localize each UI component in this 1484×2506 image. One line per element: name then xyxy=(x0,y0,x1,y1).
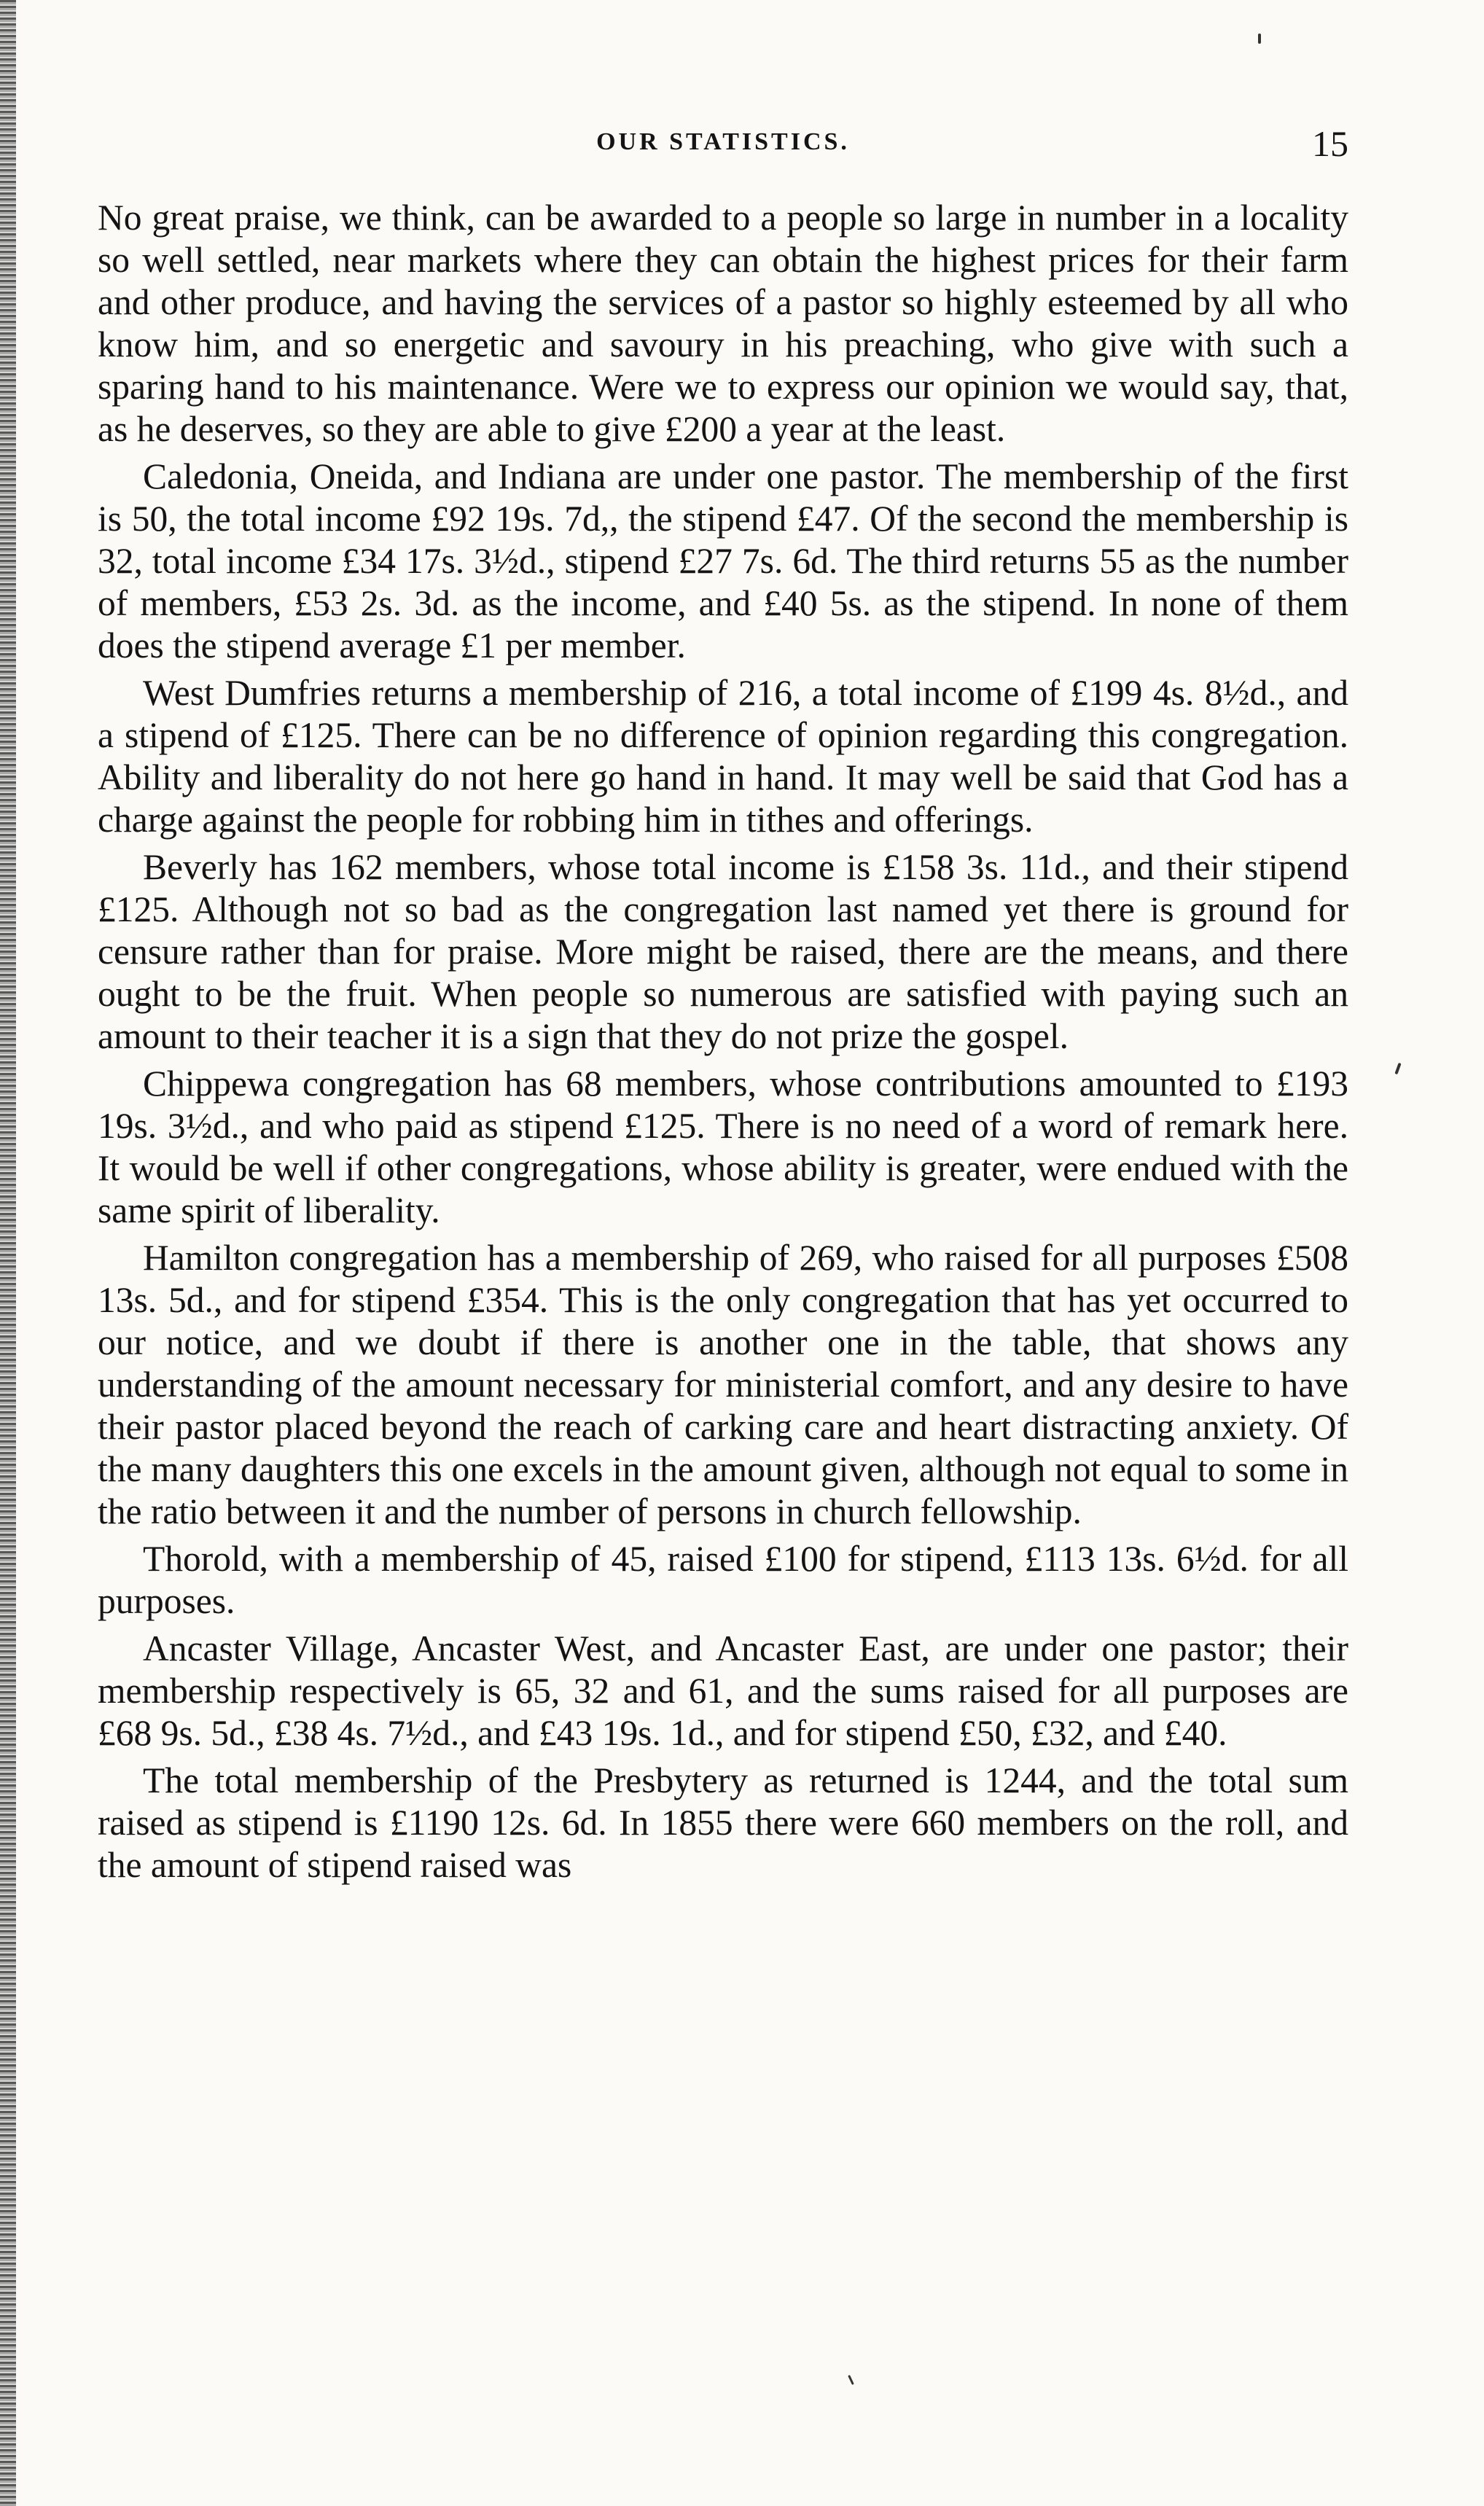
paragraph-chippewa: Chippewa congregation has 68 members, whose contributions amounted to £193 19s. 3½d., and who paid as stipend £125. There is no need of a word of remark here. It would be well if other congregations, whose ability is greater, were endued with the same spirit of liberality. xyxy=(98,1063,1348,1230)
running-head: OUR STATISTICS. xyxy=(596,128,850,155)
paragraph-beverly: Beverly has 162 members, whose total income is £158 3s. 11d., and their stipend £125. Although not so bad as the congregation last named yet there is ground for censure rather than for praise. More might be raised, there are the means, and there ought to be the fruit. When people so numerous are satisfied with paying such an amount to their teacher it is a sign that they do not prize the gospel. xyxy=(98,847,1348,1056)
paragraph-ancaster: Ancaster Village, Ancaster West, and Ancaster East, are under one pastor; their membership respectively is 65, 32 and 61, and the sums raised for all purposes are £68 9s. 5d., £38 4s. 7½d., and £43 19s. 1d., and for stipend £50, £32, and £40. xyxy=(98,1628,1348,1753)
print-speck-top xyxy=(1258,34,1261,44)
page-body xyxy=(98,197,1348,1892)
page-binding-edge xyxy=(0,0,16,2506)
page-number: 15 xyxy=(1312,123,1348,164)
paragraph-caledonia: Caledonia, Oneida, and Indiana are under one pastor. The membership of the first is 50, the total income £92 19s. 7d,, the stipend £47. Of the second the membership is 32, total income £34 17s. 3½d., stipend £27 7s. 6d. The third returns 55 as the number of members, £53 2s. 3d. as the income, and £40 5s. as the stipend. In none of them does the stipend average £1 per member. xyxy=(98,456,1348,665)
page-header xyxy=(98,122,1348,166)
paragraph-hamilton: Hamilton congregation has a membership of 269, who raised for all purposes £508 13s. 5d., and for stipend £354. This is the only congregation that has yet occurred to our notice, and we doubt if there is another one in the table, that shows any understanding of the amount necessary for ministerial comfort, and any desire to have their pastor placed beyond the reach of carking care and heart distracting anxiety. Of the many daughters this one excels in the amount given, although not equal to some in the ratio between it and the number of persons in church fellowship. xyxy=(98,1238,1348,1531)
paragraph-presbytery-total: The total membership of the Presbytery as returned is 1244, and the total sum raised as stipend is £1190 12s. 6d. In 1855 there were 660 members on the roll, and the amount of stipend raised was xyxy=(98,1760,1348,1885)
paragraph-west-dumfries: West Dumfries returns a membership of 216, a total income of £199 4s. 8½d., and a stipend of £125. There can be no difference of opinion regarding this congregation. Ability and liberality do not here go hand in hand. It may well be said that God has a charge against the people for robbing him in tithes and offerings. xyxy=(98,673,1348,840)
print-speck-bottom xyxy=(848,2375,854,2385)
paragraph-praise: No great praise, we think, can be awarded to a people so large in number in a locality so well settled, near markets where they can obtain the highest prices for their farm and other produce, and having the services of a pastor so highly esteemed by all who know him, and so energetic and savoury in his preaching, who give with such a sparing hand to his maintenance. Were we to express our opinion we would say, that, as he deserves, so they are able to give £200 a year at the least. xyxy=(98,198,1348,449)
paragraph-thorold: Thorold, with a membership of 45, raised £100 for stipend, £113 13s. 6½d. for all purposes. xyxy=(98,1539,1348,1621)
print-speck-margin xyxy=(1394,1063,1401,1074)
